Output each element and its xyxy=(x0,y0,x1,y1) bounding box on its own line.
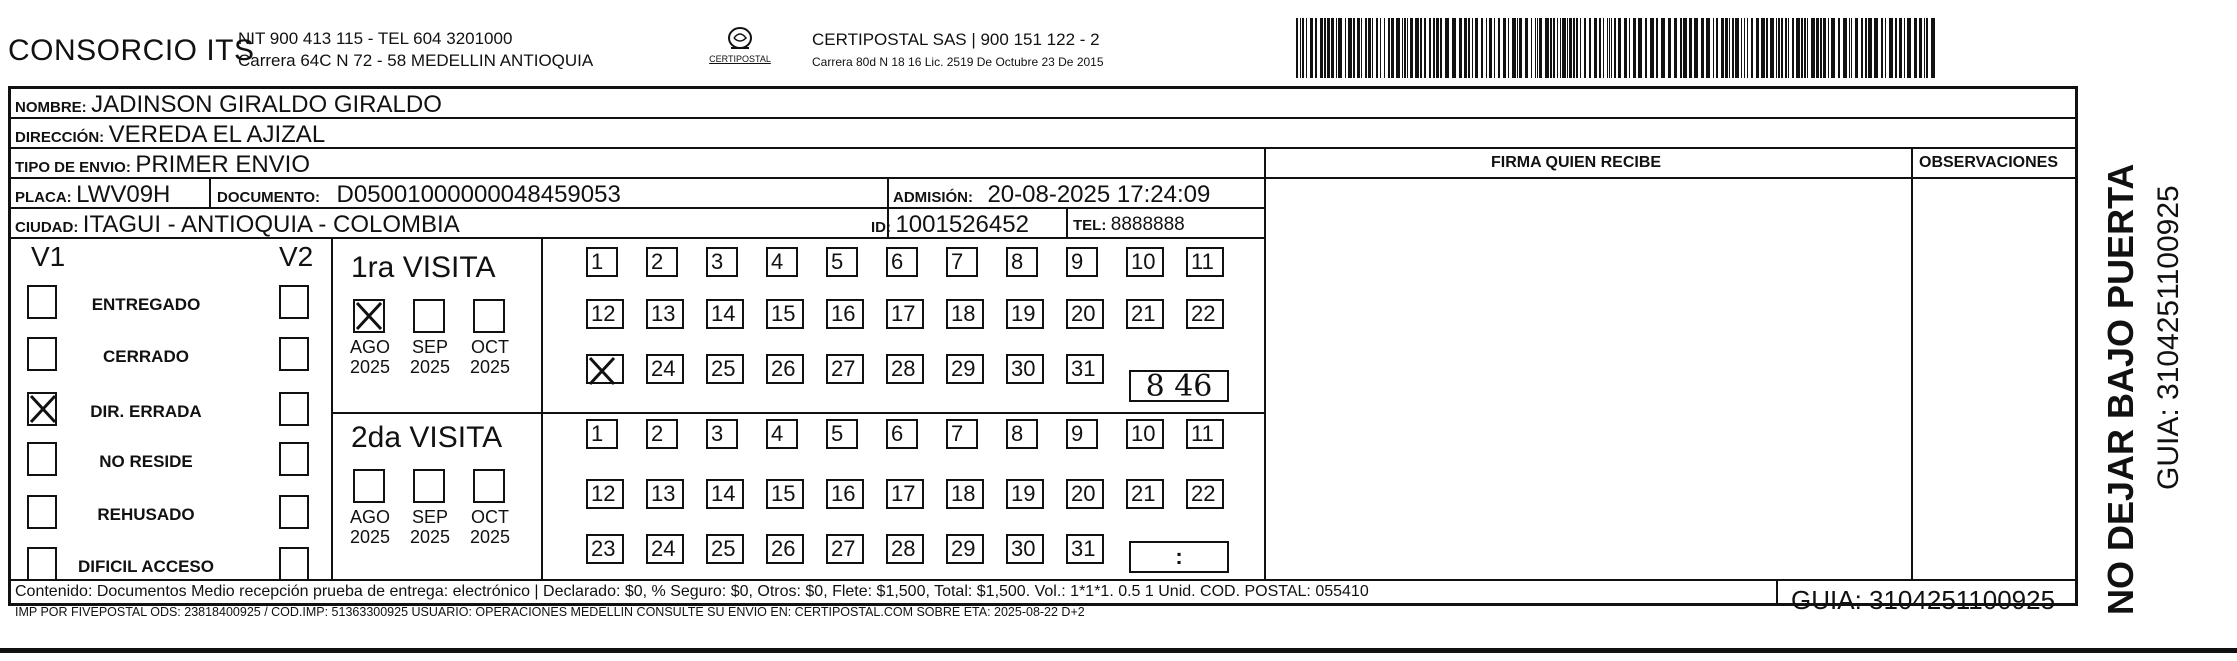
day-box[interactable]: 25 xyxy=(706,354,744,384)
carrier-line: CERTIPOSTAL SAS | 900 151 122 - 2 xyxy=(812,30,1100,49)
day-box[interactable]: 7 xyxy=(946,247,978,277)
month-checkbox[interactable] xyxy=(413,469,445,503)
month-label xyxy=(345,337,395,377)
day-box[interactable]: 22 xyxy=(1186,299,1224,329)
month-year: 2025 xyxy=(349,357,391,377)
day-box[interactable]: 1 xyxy=(586,247,618,277)
day-box[interactable]: 3 xyxy=(706,419,738,449)
v1-checkbox[interactable] xyxy=(27,495,57,529)
day-box[interactable]: 15 xyxy=(766,299,804,329)
day-box[interactable]: 26 xyxy=(766,534,804,564)
direccion-label: DIRECCIÓN: xyxy=(15,129,105,146)
tel-label: TEL: xyxy=(1073,217,1107,234)
day-box[interactable]: 26 xyxy=(766,354,804,384)
direccion-row xyxy=(15,121,325,149)
day-box[interactable]: 21 xyxy=(1126,299,1164,329)
nit-line: NIT 900 413 115 - TEL 604 3201000 xyxy=(238,29,513,48)
day-box[interactable]: 10 xyxy=(1126,419,1164,449)
v2-checkbox[interactable] xyxy=(279,392,309,426)
day-box[interactable]: 21 xyxy=(1126,479,1164,509)
status-label: DIFICIL ACCESO xyxy=(77,557,214,576)
day-box[interactable]: 12 xyxy=(586,479,624,509)
company-info xyxy=(238,28,593,72)
v1-checkbox[interactable] xyxy=(27,392,57,426)
direccion-value: VEREDA EL AJIZAL xyxy=(108,121,326,148)
v1-checkbox[interactable] xyxy=(27,442,57,476)
status-label: CERRADO xyxy=(103,347,189,366)
month-year: 2025 xyxy=(469,527,511,547)
month-label xyxy=(465,337,515,377)
status-label: ENTREGADO xyxy=(91,295,201,314)
admision-field xyxy=(893,181,1210,209)
month-name: OCT xyxy=(471,507,509,527)
day-box[interactable]: 9 xyxy=(1066,419,1098,449)
second-visit-title: 2da VISITA xyxy=(351,421,503,454)
month-year: 2025 xyxy=(409,357,451,377)
v1-header: V1 xyxy=(31,241,66,272)
nombre-label: NOMBRE: xyxy=(15,99,87,116)
day-box[interactable]: 28 xyxy=(886,534,924,564)
day-box[interactable]: 1 xyxy=(586,419,618,449)
v2-checkbox[interactable] xyxy=(279,442,309,476)
admision-value: 20-08-2025 17:24:09 xyxy=(987,181,1211,208)
day-box[interactable]: 13 xyxy=(646,299,684,329)
barcode xyxy=(1296,18,1936,78)
id-label: ID: xyxy=(871,219,891,236)
tipo-label: TIPO DE ENVIO: xyxy=(15,159,131,176)
x-mark-icon xyxy=(355,301,383,331)
logo-text: CERTIPOSTAL xyxy=(709,54,771,64)
observaciones-header: OBSERVACIONES xyxy=(1919,154,2058,171)
month-name: AGO xyxy=(349,337,390,357)
day-box[interactable]: 8 xyxy=(1006,419,1038,449)
x-mark-icon xyxy=(29,394,57,424)
v1-checkbox[interactable] xyxy=(27,337,57,371)
tel-value: 8888888 xyxy=(1110,214,1185,235)
second-visit-time[interactable]: : xyxy=(1129,541,1229,573)
day-box[interactable]: 30 xyxy=(1006,534,1044,564)
day-box[interactable]: 16 xyxy=(826,299,864,329)
month-year: 2025 xyxy=(409,527,451,547)
day-box[interactable] xyxy=(586,354,624,384)
day-box[interactable]: 17 xyxy=(886,299,924,329)
day-box[interactable]: 6 xyxy=(886,247,918,277)
month-checkbox[interactable] xyxy=(413,299,445,333)
side-guia: GUIA: 3104251100925 xyxy=(2152,185,2185,490)
day-box[interactable]: 11 xyxy=(1186,247,1224,277)
ciudad-row xyxy=(15,211,460,239)
id-value: 1001526452 xyxy=(895,211,1029,238)
day-box[interactable]: 5 xyxy=(826,419,858,449)
month-label xyxy=(405,507,455,547)
company-name: CONSORCIO ITS xyxy=(8,34,255,67)
day-box[interactable]: 8 xyxy=(1006,247,1038,277)
firma-header: FIRMA QUIEN RECIBE xyxy=(1491,154,1662,171)
month-name: OCT xyxy=(471,337,509,357)
status-label: DIR. ERRADA xyxy=(90,402,202,421)
ciudad-value: ITAGUI - ANTIOQUIA - COLOMBIA xyxy=(82,211,460,238)
day-box[interactable]: 7 xyxy=(946,419,978,449)
day-box[interactable]: 17 xyxy=(886,479,924,509)
day-box[interactable]: 16 xyxy=(826,479,864,509)
day-box[interactable]: 31 xyxy=(1066,354,1104,384)
month-year: 2025 xyxy=(349,527,391,547)
print-info: IMP POR FIVEPOSTAL ODS: 23818400925 / COD.IMP: 51363300925 USUARIO: OPERACIONES MEDELLIN CONSULTE SU ENVIO EN: CERTIPOSTAL.COM SOBRE ETA: 2025-08-22 D+2 xyxy=(15,605,1085,619)
day-box[interactable]: 3 xyxy=(706,247,738,277)
month-year: 2025 xyxy=(469,357,511,377)
day-box[interactable]: 13 xyxy=(646,479,684,509)
placa-label: PLACA: xyxy=(15,189,72,206)
license-line: Carrera 80d N 18 16 Lic. 2519 De Octubre 23 De 2015 xyxy=(812,55,1104,69)
day-box[interactable]: 2 xyxy=(646,247,678,277)
month-name: AGO xyxy=(349,507,390,527)
v2-checkbox[interactable] xyxy=(279,495,309,529)
documento-label: DOCUMENTO: xyxy=(217,189,321,206)
day-box[interactable]: 10 xyxy=(1126,247,1164,277)
x-mark-icon xyxy=(588,356,616,386)
day-box[interactable]: 5 xyxy=(826,247,858,277)
day-box[interactable]: 20 xyxy=(1066,479,1104,509)
documento-value: D05001000000048459053 xyxy=(336,181,621,208)
month-label xyxy=(345,507,395,547)
day-box[interactable]: 27 xyxy=(826,534,864,564)
placa-row xyxy=(15,181,170,209)
day-box[interactable]: 25 xyxy=(706,534,744,564)
day-box[interactable]: 9 xyxy=(1066,247,1098,277)
id-field xyxy=(871,211,1029,239)
v2-header: V2 xyxy=(279,241,314,272)
v1-checkbox[interactable] xyxy=(27,285,57,319)
day-box[interactable]: 24 xyxy=(646,534,684,564)
day-box[interactable]: 14 xyxy=(706,299,744,329)
month-label xyxy=(465,507,515,547)
shipping-label xyxy=(8,86,2078,619)
tel-field xyxy=(1073,214,1185,236)
ciudad-label: CIUDAD: xyxy=(15,219,79,236)
day-box[interactable]: 18 xyxy=(946,479,984,509)
v1-checkbox[interactable] xyxy=(27,547,57,581)
month-checkbox[interactable] xyxy=(473,299,505,333)
day-box[interactable]: 19 xyxy=(1006,299,1044,329)
v2-checkbox[interactable] xyxy=(279,547,309,581)
placa-value: LWV09H xyxy=(76,181,171,208)
tipo-row xyxy=(15,151,310,179)
day-box[interactable]: 24 xyxy=(646,354,684,384)
month-name: SEP xyxy=(411,507,449,527)
day-box[interactable]: 4 xyxy=(766,419,798,449)
carrier-info xyxy=(812,29,1104,73)
month-label xyxy=(405,337,455,377)
day-box[interactable]: 11 xyxy=(1186,419,1224,449)
day-box[interactable]: 2 xyxy=(646,419,678,449)
day-box[interactable]: 29 xyxy=(946,534,984,564)
day-box[interactable]: 6 xyxy=(886,419,918,449)
documento-field xyxy=(217,181,621,209)
day-box[interactable]: 19 xyxy=(1006,479,1044,509)
first-visit-title: 1ra VISITA xyxy=(351,251,496,284)
no-dejar-notice: NO DEJAR BAJO PUERTA xyxy=(2100,163,2141,615)
day-box[interactable]: 23 xyxy=(586,534,624,564)
v2-checkbox[interactable] xyxy=(279,285,309,319)
nombre-value: JADINSON GIRALDO GIRALDO xyxy=(91,91,442,118)
v2-checkbox[interactable] xyxy=(279,337,309,371)
day-box[interactable]: 14 xyxy=(706,479,744,509)
status-label: REHUSADO xyxy=(97,505,195,524)
day-box[interactable]: 12 xyxy=(586,299,624,329)
day-box[interactable]: 22 xyxy=(1186,479,1224,509)
certipostal-logo xyxy=(706,26,774,74)
day-box[interactable]: 29 xyxy=(946,354,984,384)
first-visit-time[interactable]: 8 46 xyxy=(1129,370,1229,402)
tipo-value: PRIMER ENVIO xyxy=(135,151,311,178)
day-box[interactable]: 30 xyxy=(1006,354,1044,384)
day-box[interactable]: 20 xyxy=(1066,299,1104,329)
bottom-divider xyxy=(0,648,2237,653)
status-label: NO RESIDE xyxy=(99,452,193,471)
footer-guia: GUIA: 3104251100925 xyxy=(1791,585,2056,615)
day-box[interactable]: 28 xyxy=(886,354,924,384)
month-checkbox[interactable] xyxy=(353,299,385,333)
day-box[interactable]: 4 xyxy=(766,247,798,277)
day-box[interactable]: 31 xyxy=(1066,534,1104,564)
month-checkbox[interactable] xyxy=(473,469,505,503)
content-summary: Contenido: Documentos Medio recepción prueba de entrega: electrónico | Declarado: $0, % Seguro: $0, Otros: $0, Flete: $1,500, Total: $1,500. Vol.: 1*1*1. 0.5 1 Unid. COD. POSTAL: 055410 xyxy=(15,583,1369,600)
logo-icon xyxy=(725,26,755,52)
month-checkbox[interactable] xyxy=(353,469,385,503)
admision-label: ADMISIÓN: xyxy=(893,189,973,206)
day-box[interactable]: 27 xyxy=(826,354,864,384)
month-name: SEP xyxy=(411,337,449,357)
day-box[interactable]: 15 xyxy=(766,479,804,509)
nombre-row xyxy=(15,91,442,119)
day-box[interactable]: 18 xyxy=(946,299,984,329)
address-line: Carrera 64C N 72 - 58 MEDELLIN ANTIOQUIA xyxy=(238,51,594,70)
